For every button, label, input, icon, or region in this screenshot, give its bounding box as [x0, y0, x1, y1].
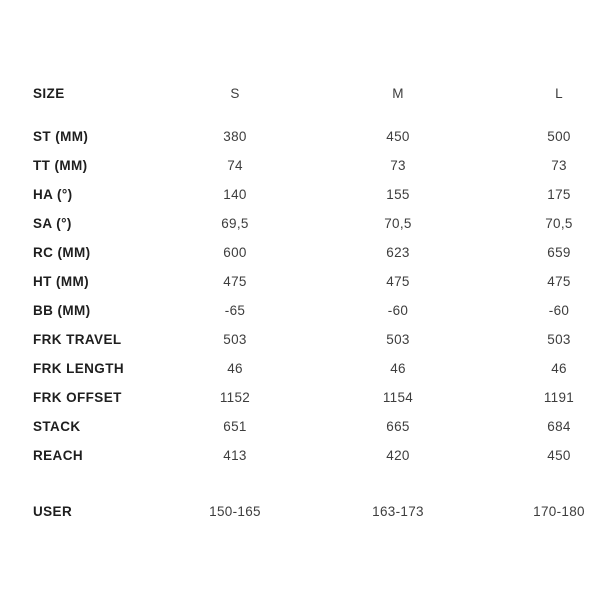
row-label: BB (MM): [33, 303, 91, 318]
row-value-l: 659: [547, 245, 571, 260]
row-value-l: 500: [547, 129, 571, 144]
row-label: SA (°): [33, 216, 72, 231]
row-label: RC (MM): [33, 245, 91, 260]
table-row-rc: [33, 238, 600, 267]
row-value-s: 475: [223, 274, 247, 289]
row-value-l: 503: [547, 332, 571, 347]
row-value-s: 150-165: [209, 504, 261, 519]
row-value-m: 163-173: [372, 504, 424, 519]
row-value-m: 503: [386, 332, 410, 347]
row-value-m: 420: [386, 448, 410, 463]
table-row-frk-length: [33, 354, 600, 383]
row-label: USER: [33, 504, 73, 519]
row-label: HA (°): [33, 187, 73, 202]
row-value-m: 70,5: [384, 216, 412, 231]
footer-spacer: [33, 470, 600, 497]
row-value-m: 1154: [382, 390, 414, 405]
row-value-l: 70,5: [545, 216, 573, 231]
row-label: REACH: [33, 448, 84, 463]
row-label: STACK: [33, 419, 81, 434]
row-value-m: 155: [386, 187, 410, 202]
table-row-st: [33, 122, 600, 151]
row-value-m: 623: [386, 245, 410, 260]
row-value-l: 46: [551, 361, 567, 376]
row-value-m: 73: [390, 158, 406, 173]
row-value-l: 1191: [543, 390, 575, 405]
row-label: ST (MM): [33, 129, 89, 144]
row-value-s: 74: [227, 158, 243, 173]
row-label: TT (MM): [33, 158, 88, 173]
column-header-m: M: [392, 85, 404, 101]
row-value-s: 503: [223, 332, 247, 347]
row-value-l: 175: [547, 187, 571, 202]
table-row-reach: [33, 441, 600, 470]
table-row-tt: [33, 151, 600, 180]
table-row-frk-travel: [33, 325, 600, 354]
column-header-l: L: [555, 85, 563, 101]
row-value-l: 684: [547, 419, 571, 434]
table-row-stack: [33, 412, 600, 441]
row-value-s: 380: [223, 129, 247, 144]
row-value-s: 1152: [219, 390, 251, 405]
row-value-m: 46: [390, 361, 406, 376]
row-value-l: -60: [548, 303, 570, 318]
table-row-bb: [33, 296, 600, 325]
table-row-frk-offset: [33, 383, 600, 412]
row-value-m: 475: [386, 274, 410, 289]
row-value-s: 413: [223, 448, 247, 463]
table-row-ht: [33, 267, 600, 296]
row-label: HT (MM): [33, 274, 90, 289]
row-label: FRK TRAVEL: [33, 332, 122, 347]
row-value-m: 450: [386, 129, 410, 144]
row-value-s: 69,5: [221, 216, 249, 231]
row-value-l: 475: [547, 274, 571, 289]
row-label: FRK LENGTH: [33, 361, 124, 376]
row-value-l: 170-180: [533, 504, 585, 519]
row-value-s: 46: [227, 361, 243, 376]
row-value-l: 73: [551, 158, 567, 173]
size-header-label: SIZE: [33, 85, 65, 101]
table-row-sa: [33, 209, 600, 238]
row-value-s: 140: [223, 187, 247, 202]
column-header-s: S: [230, 85, 240, 101]
row-label: FRK OFFSET: [33, 390, 122, 405]
header-spacer: [33, 102, 600, 122]
row-value-s: 600: [223, 245, 247, 260]
row-value-s: -65: [224, 303, 246, 318]
table-header-row: [33, 84, 600, 102]
row-value-m: -60: [387, 303, 409, 318]
row-value-m: 665: [386, 419, 410, 434]
table-row-user: [33, 497, 600, 526]
table-row-ha: [33, 180, 600, 209]
row-value-s: 651: [223, 419, 247, 434]
row-value-l: 450: [547, 448, 571, 463]
